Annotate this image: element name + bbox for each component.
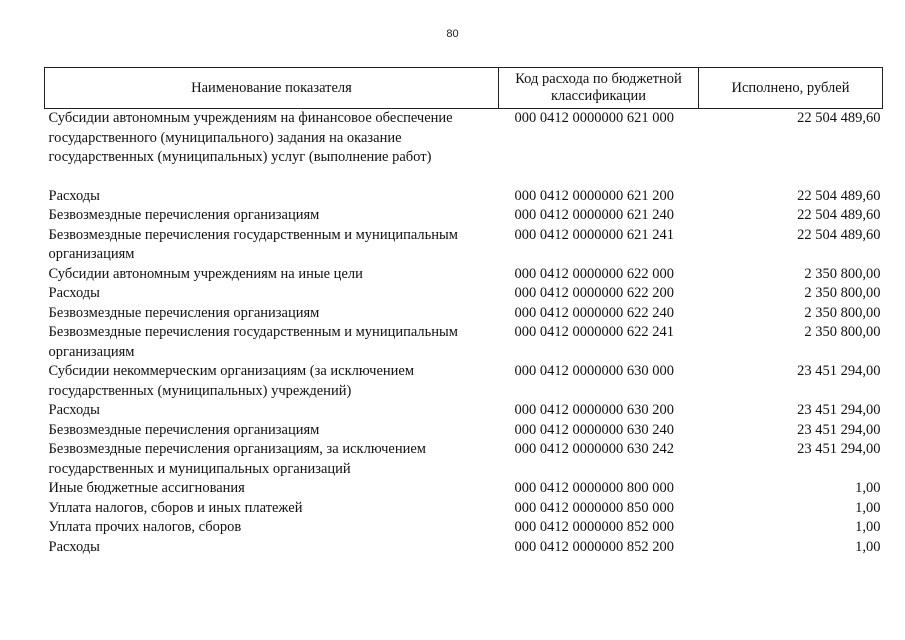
row-amount: 1,00: [855, 519, 881, 535]
row-code: 000 0412 0000000 630 242: [514, 441, 674, 457]
row-name: Безвозмездные перечисления государственным и муниципальным организациям: [48, 226, 458, 262]
row-amount: 23 451 294,00: [797, 402, 881, 418]
row-code: 000 0412 0000000 622 200: [514, 285, 674, 301]
row-code: 000 0412 0000000 621 241: [514, 226, 674, 243]
expenditure-table: [44, 67, 883, 557]
row-amount: 1,00: [855, 480, 881, 496]
row-amount: 1,00: [855, 538, 881, 555]
row-code: 000 0412 0000000 850 000: [514, 499, 674, 516]
row-code: 000 0412 0000000 800 000: [514, 480, 674, 496]
table-row: [45, 226, 883, 265]
table-row: [45, 479, 883, 499]
row-amount: 2 350 800,00: [804, 304, 881, 321]
header-name: Наименование показателя: [45, 68, 499, 109]
header-code: Код расхода по бюджетной классификации: [499, 68, 699, 109]
table-row: [45, 206, 883, 226]
row-amount: 2 350 800,00: [804, 285, 881, 301]
table-row: [45, 284, 883, 304]
table-row: [45, 362, 883, 401]
row-amount: 22 504 489,60: [797, 207, 881, 223]
row-name: Уплата налогов, сборов и иных платежей: [48, 499, 303, 516]
row-name: Безвозмездные перечисления организациям: [48, 421, 320, 438]
table-row: [45, 187, 883, 207]
row-code: 000 0412 0000000 621 200: [514, 187, 674, 204]
header-amount: Исполнено, рублей: [699, 68, 883, 109]
row-name: Уплата прочих налогов, сборов: [48, 519, 242, 535]
table-row: [45, 265, 883, 285]
row-name: Субсидии некоммерческим организациям (за исключением государственных (муниципальных) учреждений): [48, 363, 415, 399]
table-body: [45, 109, 883, 558]
row-amount: 2 350 800,00: [804, 324, 881, 340]
row-amount: 22 504 489,60: [797, 226, 881, 243]
row-name: Субсидии автономным учреждениям на иные цели: [48, 265, 363, 282]
row-amount: 2 350 800,00: [804, 265, 881, 282]
row-code: 000 0412 0000000 621 240: [514, 207, 674, 223]
table-row: [45, 499, 883, 519]
table-row: [45, 323, 883, 362]
table-row: [45, 109, 883, 168]
row-name: Расходы: [48, 285, 100, 301]
row-name: Иные бюджетные ассигнования: [48, 480, 245, 496]
row-name: Безвозмездные перечисления государственным и муниципальным организациям: [48, 324, 458, 360]
table-row: [45, 538, 883, 558]
row-name: Безвозмездные перечисления организациям, за исключением государственных и муниципальных организаций: [48, 441, 426, 477]
row-amount: 23 451 294,00: [797, 441, 881, 457]
row-code: 000 0412 0000000 622 000: [514, 265, 674, 282]
table-row: [45, 518, 883, 538]
row-name: Субсидии автономным учреждениям на финансовое обеспечение государственного (муниципального) задания на оказание государственных (муниципальных) услуг (выполнение работ): [48, 110, 453, 165]
table-row: [45, 421, 883, 441]
table-header: [45, 68, 883, 109]
row-code: 000 0412 0000000 852 200: [514, 538, 674, 555]
row-code: 000 0412 0000000 852 000: [514, 519, 674, 535]
row-amount: 22 504 489,60: [797, 187, 881, 204]
row-amount: 22 504 489,60: [797, 110, 881, 126]
row-amount: 1,00: [855, 499, 881, 516]
row-amount: 23 451 294,00: [797, 363, 881, 379]
row-name: Безвозмездные перечисления организациям: [48, 207, 320, 223]
row-code: 000 0412 0000000 622 241: [514, 324, 674, 340]
row-code: 000 0412 0000000 630 240: [514, 421, 674, 438]
row-name: Расходы: [48, 538, 100, 555]
row-code: 000 0412 0000000 621 000: [514, 110, 674, 126]
table-row: [45, 304, 883, 324]
row-name: Безвозмездные перечисления организациям: [48, 304, 320, 321]
page-number: 80: [446, 28, 459, 40]
row-code: 000 0412 0000000 622 240: [514, 304, 674, 321]
table-row: [45, 401, 883, 421]
table-row: [45, 440, 883, 479]
spacer-row: [45, 168, 883, 187]
row-amount: 23 451 294,00: [797, 421, 881, 438]
row-name: Расходы: [48, 402, 100, 418]
row-code: 000 0412 0000000 630 000: [514, 363, 674, 379]
row-code: 000 0412 0000000 630 200: [514, 402, 674, 418]
header-row: [45, 68, 883, 109]
row-name: Расходы: [48, 187, 100, 204]
